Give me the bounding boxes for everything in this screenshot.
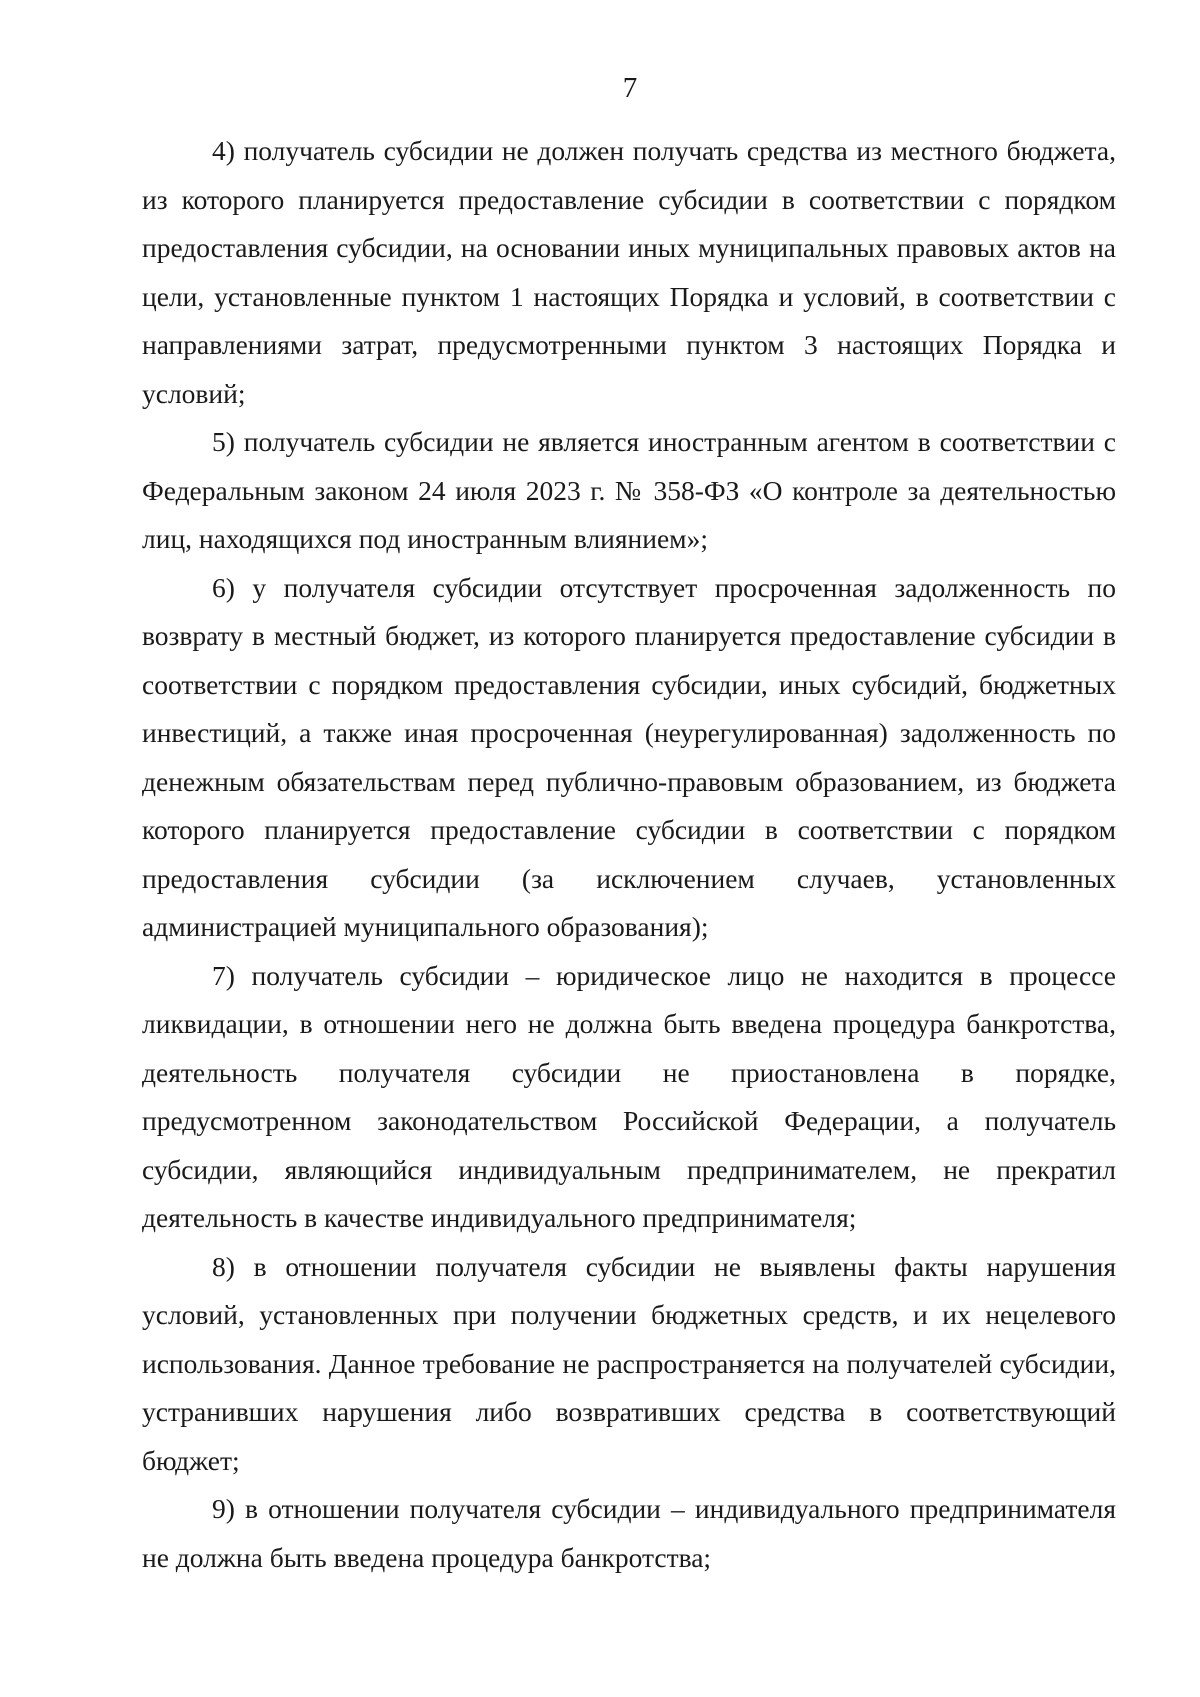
document-body <box>142 127 1116 1582</box>
paragraph-item-6: 6) у получателя субсидии отсутствует просроченная задолженность по возврату в местный бюджет, из которого планируется предоставление субсидии в соответствии с порядком предоставления субсидии, иных субсидий, бюджетных инвестиций, а также иная просроченная (неурегулированная) задолженность по денежным обязательствам перед публично-правовым образованием, из бюджета которого планируется предоставление субсидии в соответствии с порядком предоставления субсидии (за исключением случаев, установленных администрацией муниципального образования); <box>142 571 1116 942</box>
paragraph-item-9: 9) в отношении получателя субсидии – индивидуального предпринимателя не должна быть введена процедура банкротства; <box>142 1493 1116 1573</box>
paragraph-item-8: 8) в отношении получателя субсидии не выявлены факты нарушения условий, установленных при получении бюджетных средств, и их нецелевого использования. Данное требование не распространяется на получателей субсидии, устранивших нарушения либо возвративших средства в соответствующий бюджет; <box>142 1250 1116 1476</box>
paragraph-item-5: 5) получатель субсидии не является иностранным агентом в соответствии с Федеральным законом 24 июля 2023 г. № 358-ФЗ «О контроле за деятельностью лиц, находящихся под иностранным влиянием»; <box>142 426 1116 554</box>
page-number: 7 <box>622 72 638 104</box>
paragraph-item-4: 4) получатель субсидии не должен получать средства из местного бюджета, из которого планируется предоставление субсидии в соответствии с порядком предоставления субсидии, на основании иных муниципальных правовых актов на цели, установленные пунктом 1 настоящих Порядка и условий, в соответствии с направлениями затрат, предусмотренными пунктом 3 настоящих Порядка и условий; <box>142 135 1116 409</box>
paragraph-item-7: 7) получатель субсидии – юридическое лицо не находится в процессе ликвидации, в отношении него не должна быть введена процедура банкротства, деятельность получателя субсидии не приостановлена в порядке, предусмотренном законодательством Российской Федерации, а получатель субсидии, являющийся индивидуальным предпринимателем, не прекратил деятельность в качестве индивидуального предпринимателя; <box>142 959 1116 1233</box>
